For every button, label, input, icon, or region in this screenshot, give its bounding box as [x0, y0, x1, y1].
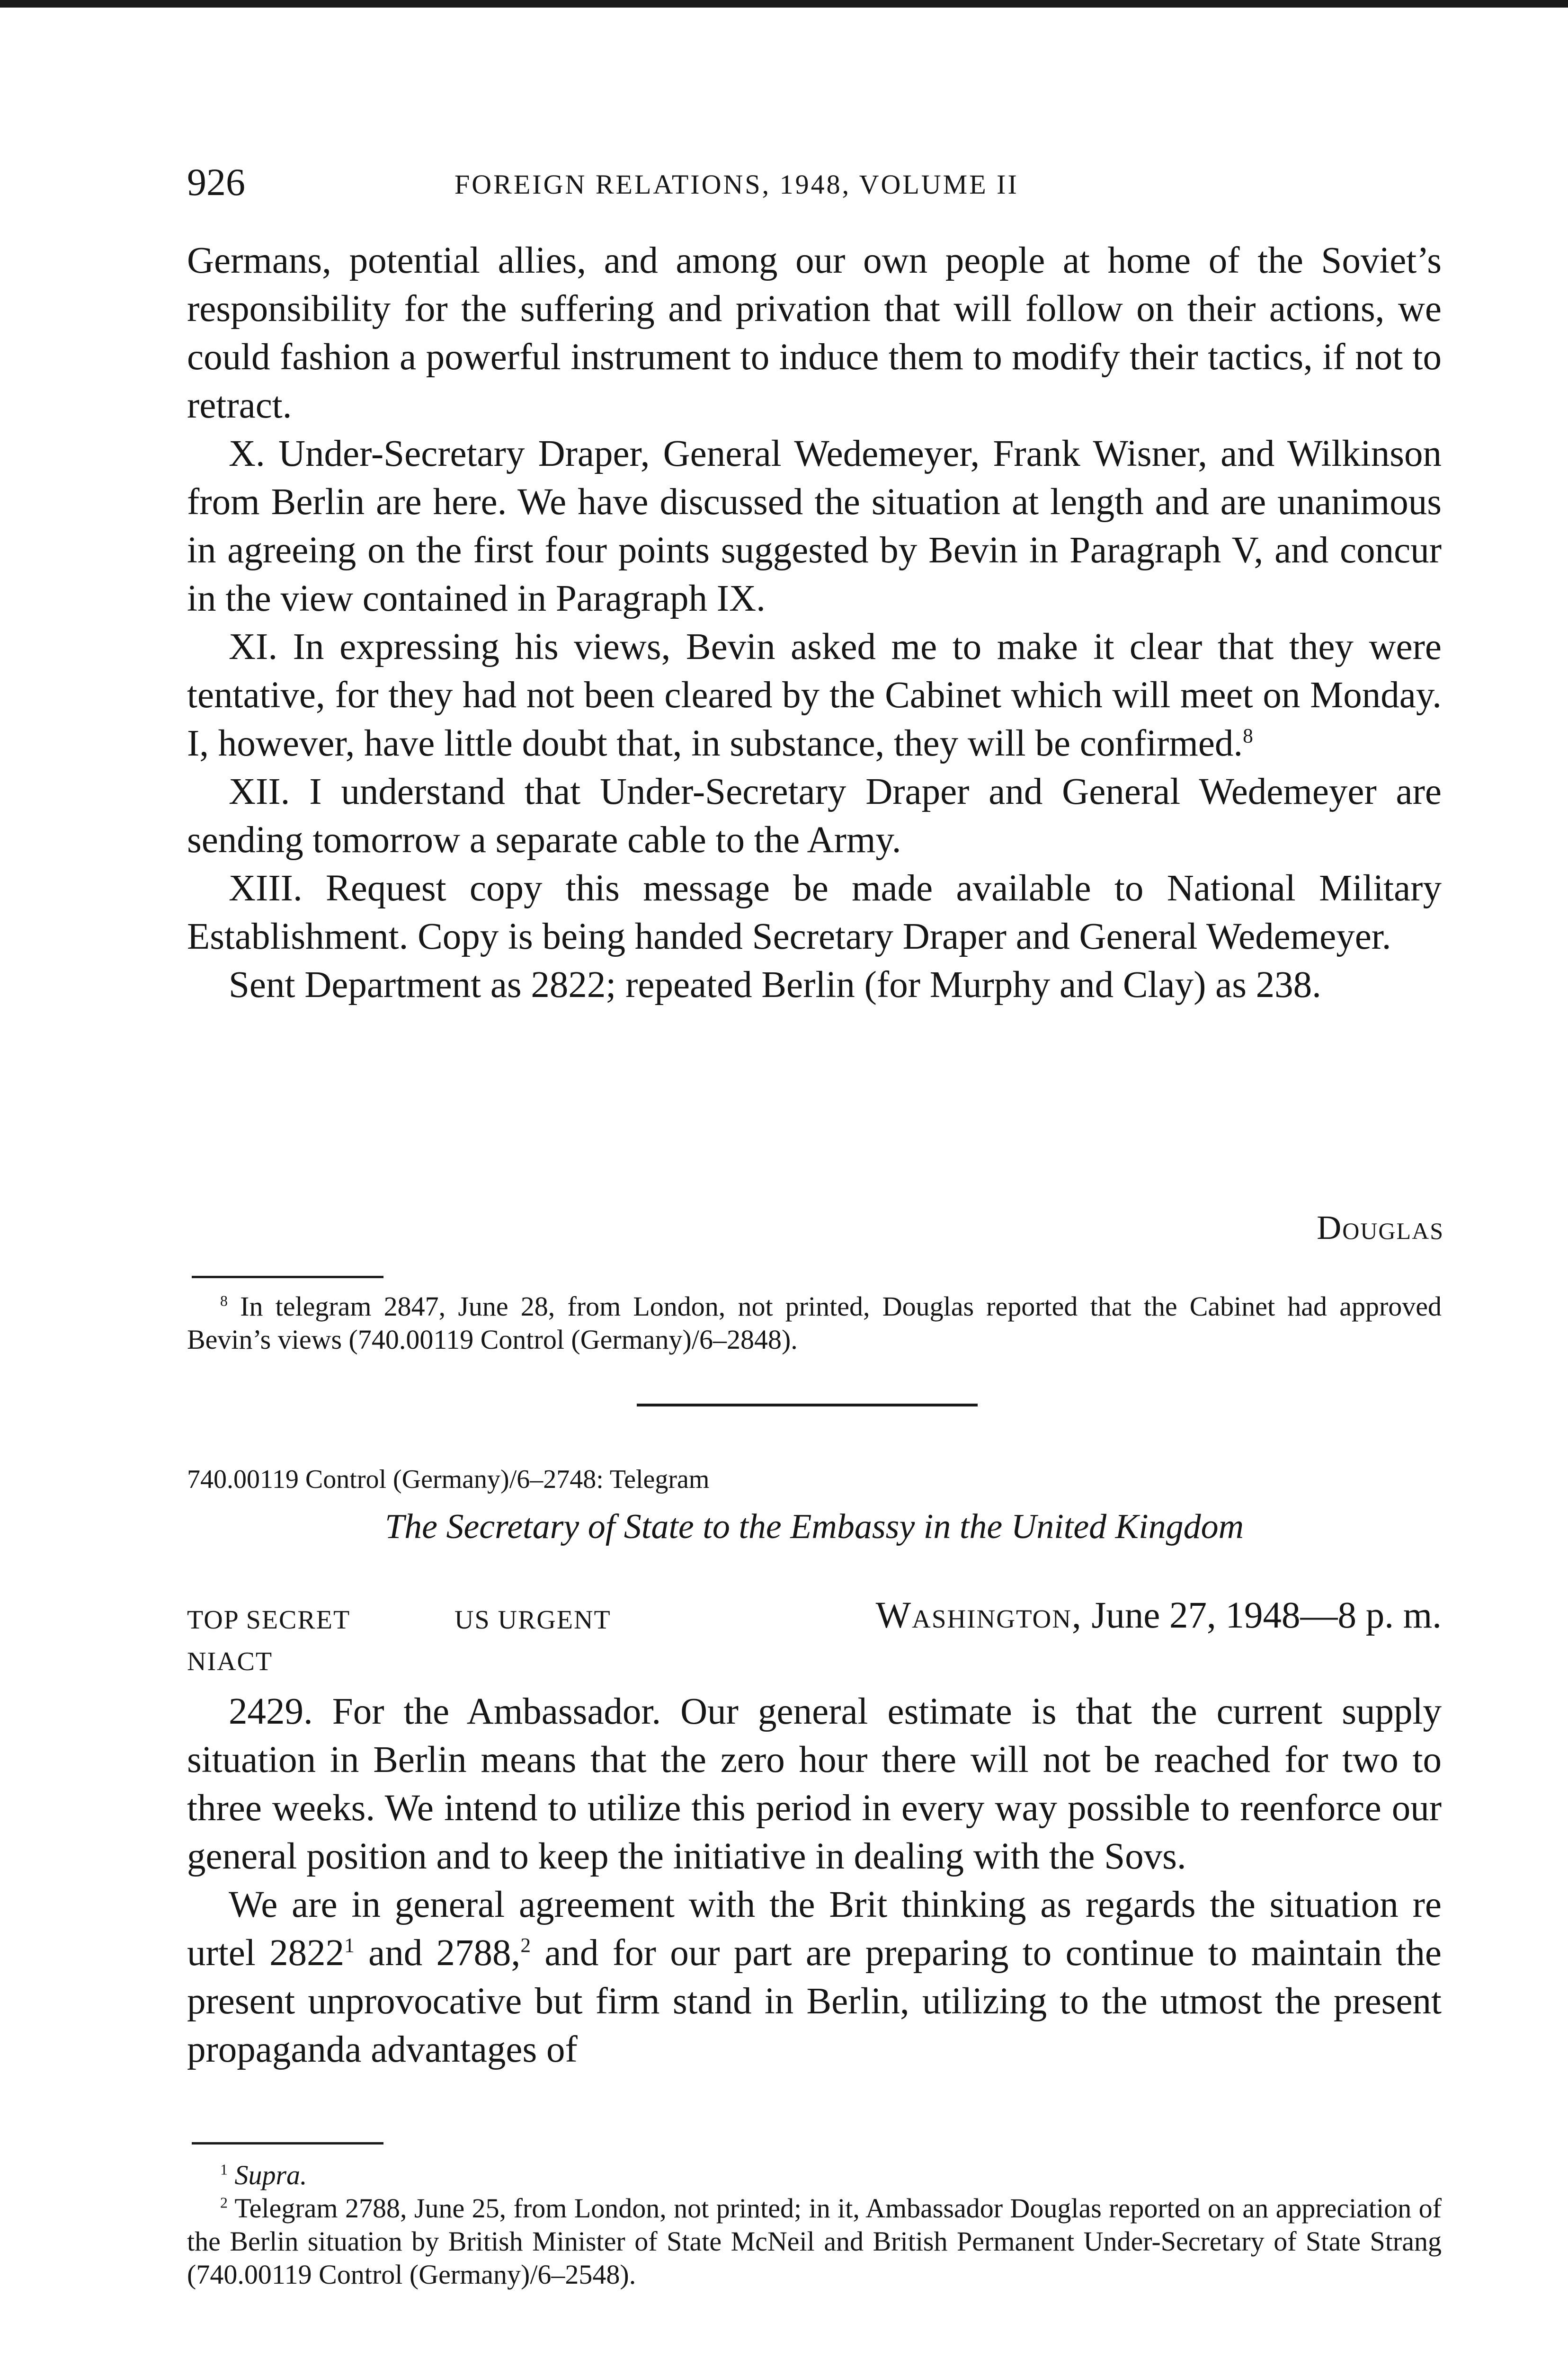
place: Washington,: [875, 1595, 1082, 1636]
telegram-paragraph-2-c: and for our part are preparing to continue to maintain the present unprovocative but firm stand in Berlin, utilizing to the utmost the present propaganda advantages of: [187, 1932, 1442, 2070]
telegram-heading: [187, 1594, 1442, 1637]
footnote-2-marker: 2: [220, 2194, 228, 2211]
footnote-8-marker: 8: [220, 1292, 228, 1309]
footnote-block-8: [187, 1290, 1442, 1356]
footnote-ref-8: 8: [1243, 724, 1253, 747]
telegram-paragraph-1: 2429. For the Ambassador. Our general estimate is that the current supply situation in Berlin means that the zero hour there will not be reached for two to three weeks. We intend to utilize this period in every way possible to reenforce our general position and to keep the initiative in dealing with the Sovs.: [187, 1691, 1442, 1877]
footnote-2-text: Telegram 2788, June 25, from London, not printed; in it, Ambassador Douglas reported on an appreciation of the Berlin situation by British Minister of State McNeil and British Permanent Under-Secretary of State Strang (740.00119 Control (Germany)/6–2548).: [187, 2193, 1442, 2290]
place-and-date: [876, 1594, 1442, 1637]
footnote-rule-bottom: [192, 2142, 383, 2145]
footnote-1-marker: 1: [220, 2161, 228, 2178]
paragraph-xi-text: XI. In expressing his views, Bevin asked me to make it clear that they were tentative, for they had not been cleared by the Cabinet which will meet on Monday. I, however, have little doubt that, in substance, they will be confirmed.: [187, 626, 1442, 764]
footnote-rule: [192, 1276, 383, 1278]
paragraph-x: X. Under-Secretary Draper, General Wedemeyer, Frank Wisner, and Wilkinson from Berlin are here. We have discussed the situation at length and are unanimous in agreeing on the first four points suggested by Bevin in Paragraph V, and concur in the view contained in Paragraph IX.: [187, 433, 1442, 619]
page-header: [187, 156, 1442, 208]
paragraph-sent: Sent Department as 2822; repeated Berlin (for Murphy and Clay) as 238.: [229, 964, 1321, 1006]
footnote-8-text: In telegram 2847, June 28, from London, not printed, Douglas reported that the Cabinet had approved Bevin’s views (740.00119 Control (Germany)/6–2848).: [187, 1291, 1442, 1355]
paragraph-continued: Germans, potential allies, and among our own people at home of the Soviet’s responsibility for the suffering and privation that will follow on their actions, we could fashion a powerful instrument to induce them to modify their tactics, if not to retract.: [187, 240, 1442, 426]
section-divider: [637, 1404, 978, 1406]
footnote-ref-1: 1: [344, 1934, 355, 1957]
signature: Douglas: [1317, 1209, 1444, 1246]
handling-indicator: NIACT: [187, 1647, 273, 1676]
footnote-1-text: Supra.: [234, 2160, 307, 2190]
footnote-1: [187, 2159, 1442, 2192]
footnote-block-bottom: [187, 2159, 1442, 2291]
telegram-body: [187, 1688, 1442, 2074]
telegram-paragraph-2: [187, 1881, 1442, 2074]
file-identifier: 740.00119 Control (Germany)/6–2748: Telegram: [187, 1465, 710, 1494]
telegram-paragraph-2-a: We are in general agreement with the Brit thinking as regards the situation re urtel 2822: [187, 1884, 1442, 1974]
continued-telegram-text: [187, 237, 1442, 1009]
classification: TOP SECRET: [187, 1605, 351, 1635]
footnote-ref-2: 2: [520, 1934, 531, 1957]
precedence: US URGENT: [454, 1605, 611, 1635]
telegram-paragraph-2-b: and 2788,: [354, 1932, 521, 1974]
date: June 27, 1948—8 p. m.: [1091, 1595, 1442, 1636]
paragraph-xii: XII. I understand that Under-Secretary Draper and General Wedemeyer are sending tomorrow a separate cable to the Army.: [187, 771, 1442, 861]
document-title: The Secretary of State to the Embassy in the United Kingdom: [384, 1507, 1244, 1546]
footnote-8: [187, 1290, 1442, 1356]
top-edge-rule: [0, 0, 1568, 8]
running-title: FOREIGN RELATIONS, 1948, VOLUME II: [454, 169, 1019, 200]
paragraph-xiii: XIII. Request copy this message be made available to National Military Establishment. Copy is being handed Secretary Draper and General Wedemeyer.: [187, 868, 1442, 957]
page-number: 926: [187, 160, 245, 204]
paragraph-xi: [187, 623, 1442, 768]
footnote-2: [187, 2192, 1442, 2291]
